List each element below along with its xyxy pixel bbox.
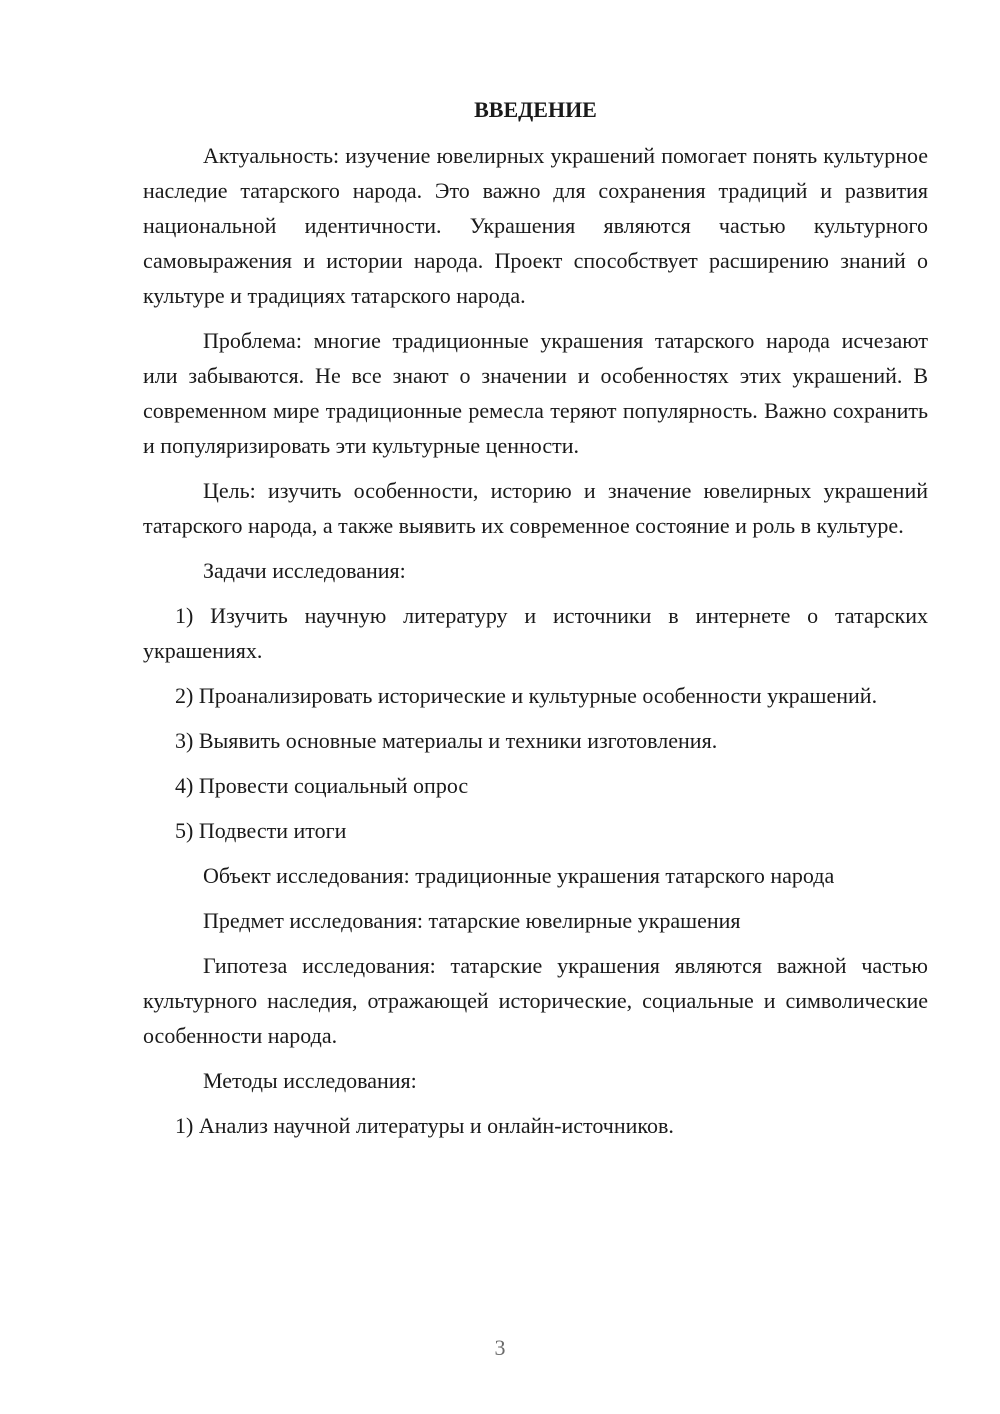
paragraph-goal: Цель: изучить особенности, историю и значение ювелирных украшений татарского народа, а также выявить их современное состояние и роль в культуре. [143,478,928,538]
section-title: ВВЕДЕНИЕ [474,97,597,122]
paragraph-hypothesis: Гипотеза исследования: татарские украшения являются важной частью культурного наследия, отражающей исторические, социальные и символические особенности народа. [143,953,928,1048]
paragraph-relevance: Актуальность: изучение ювелирных украшений помогает понять культурное наследие татарского народа. Это важно для сохранения традиций и развития национальной идентичности. Украшения являются частью культурного самовыражения и истории народа. Проект способствует расширению знаний о культуре и традициях татарского народа. [143,143,928,308]
page-number: 3 [494,1335,506,1360]
paragraph-object: Объект исследования: традиционные украшения татарского народа [203,863,835,888]
paragraph-subject: Предмет исследования: татарские ювелирные украшения [203,908,741,933]
method-item-1: 1) Анализ научной литературы и онлайн-источников. [175,1113,674,1138]
task-item-2: 2) Проанализировать исторические и культурные особенности украшений. [175,683,878,708]
paragraph-methods-heading: Методы исследования: [203,1068,417,1093]
task-item-1: 1) Изучить научную литературу и источники в интернете о татарских украшениях. [143,603,928,663]
task-item-3: 3) Выявить основные материалы и техники изготовления. [175,728,718,753]
paragraph-problem: Проблема: многие традиционные украшения татарского народа исчезают или забываются. Не все знают о значении и особенностях этих украшений. В современном мире традиционные ремесла теряют популярность. Важно сохранить и популяризировать эти культурные ценности. [143,328,928,458]
task-item-5: 5) Подвести итоги [175,818,347,843]
document-page [143,95,928,1153]
paragraph-tasks-heading: Задачи исследования: [203,558,406,583]
task-item-4: 4) Провести социальный опрос [175,773,469,798]
